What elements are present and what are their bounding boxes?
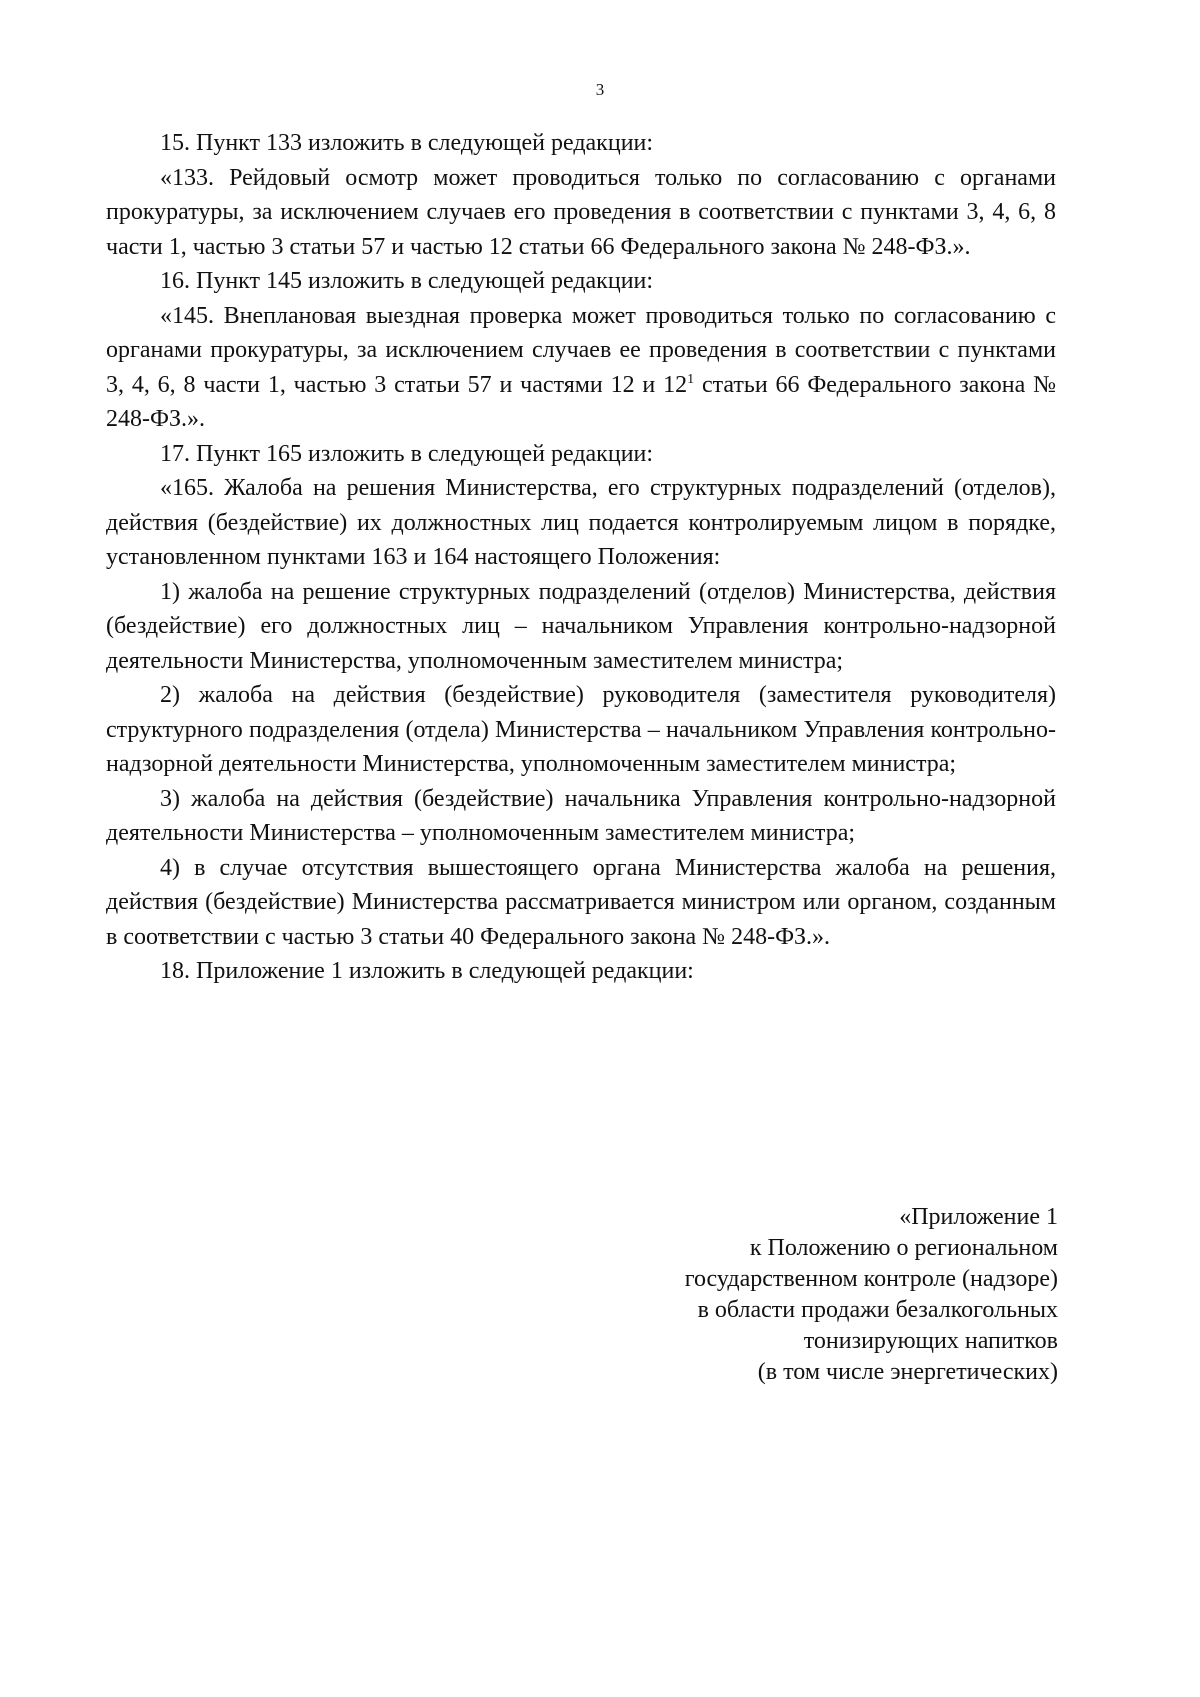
appendix-line: тонизирующих напитков	[803, 1328, 1058, 1354]
appendix-line: государственном контроле (надзоре)	[684, 1266, 1058, 1292]
appendix-line: (в том числе энергетических)	[757, 1359, 1058, 1385]
paragraph-145-text: «145. Внеплановая выездная проверка может проводиться только по согласованию с органами прокуратуры, за исключением случаев ее проведения в соответствии с пунктами 3, 4, 6, 8 части 1, частью 3 статьи 57 и частями 12 и 12	[106, 302, 1056, 398]
list-item-4: 4) в случае отсутствия вышестоящего органа Министерства жалоба на решения, действия (бездействие) Министерства рассматривается министром или органом, созданным в соответствии с частью 3 статьи 40 Федерального закона № 248-ФЗ.».	[106, 854, 1056, 950]
appendix-line: в области продажи безалкогольных	[697, 1297, 1058, 1323]
section-heading-16: 16. Пункт 145 изложить в следующей редакции:	[160, 268, 654, 294]
section-heading-18: 18. Приложение 1 изложить в следующей редакции:	[160, 958, 694, 984]
list-item-3: 3) жалоба на действия (бездействие) начальника Управления контрольно-надзорной деятельности Министерства – уполномоченным заместителем министра;	[106, 785, 1056, 846]
paragraph-145	[106, 299, 1056, 437]
section-heading-15: 15. Пункт 133 изложить в следующей редакции:	[160, 130, 654, 156]
appendix-line: к Положению о региональном	[749, 1235, 1058, 1261]
list-item-2: 2) жалоба на действия (бездействие) руководителя (заместителя руководителя) структурного подразделения (отдела) Министерства – начальником Управления контрольно-надзорной деятельности Министерства, уполномоченным заместителем министра;	[106, 682, 1056, 777]
appendix-line: «Приложение 1	[899, 1204, 1058, 1230]
superscript-1: 1	[687, 371, 695, 387]
appendix-header	[685, 1202, 1058, 1388]
paragraph-145-text-end: статьи 66 Федерального закона № 248-ФЗ.».	[106, 371, 1057, 432]
page-number: 3	[595, 80, 605, 99]
list-item-1: 1) жалоба на решение структурных подразделений (отделов) Министерства, действия (бездействие) его должностных лиц – начальником Управления контрольно-надзорной деятельности Министерства, уполномоченным заместителем министра;	[106, 578, 1056, 674]
document-body	[106, 126, 1056, 989]
paragraph-165: «165. Жалоба на решения Министерства, его структурных подразделений (отделов), действия (бездействие) их должностных лиц подается контролируемым лицом в порядке, установленном пунктами 163 и 164 настоящего Положения:	[106, 475, 1056, 570]
paragraph-133: «133. Рейдовый осмотр может проводиться только по согласованию с органами прокуратуры, за исключением случаев его проведения в соответствии с пунктами 3, 4, 6, 8 части 1, частью 3 статьи 57 и частью 12 статьи 66 Федерального закона № 248-ФЗ.».	[106, 164, 1056, 260]
section-heading-17: 17. Пункт 165 изложить в следующей редакции:	[160, 440, 654, 467]
